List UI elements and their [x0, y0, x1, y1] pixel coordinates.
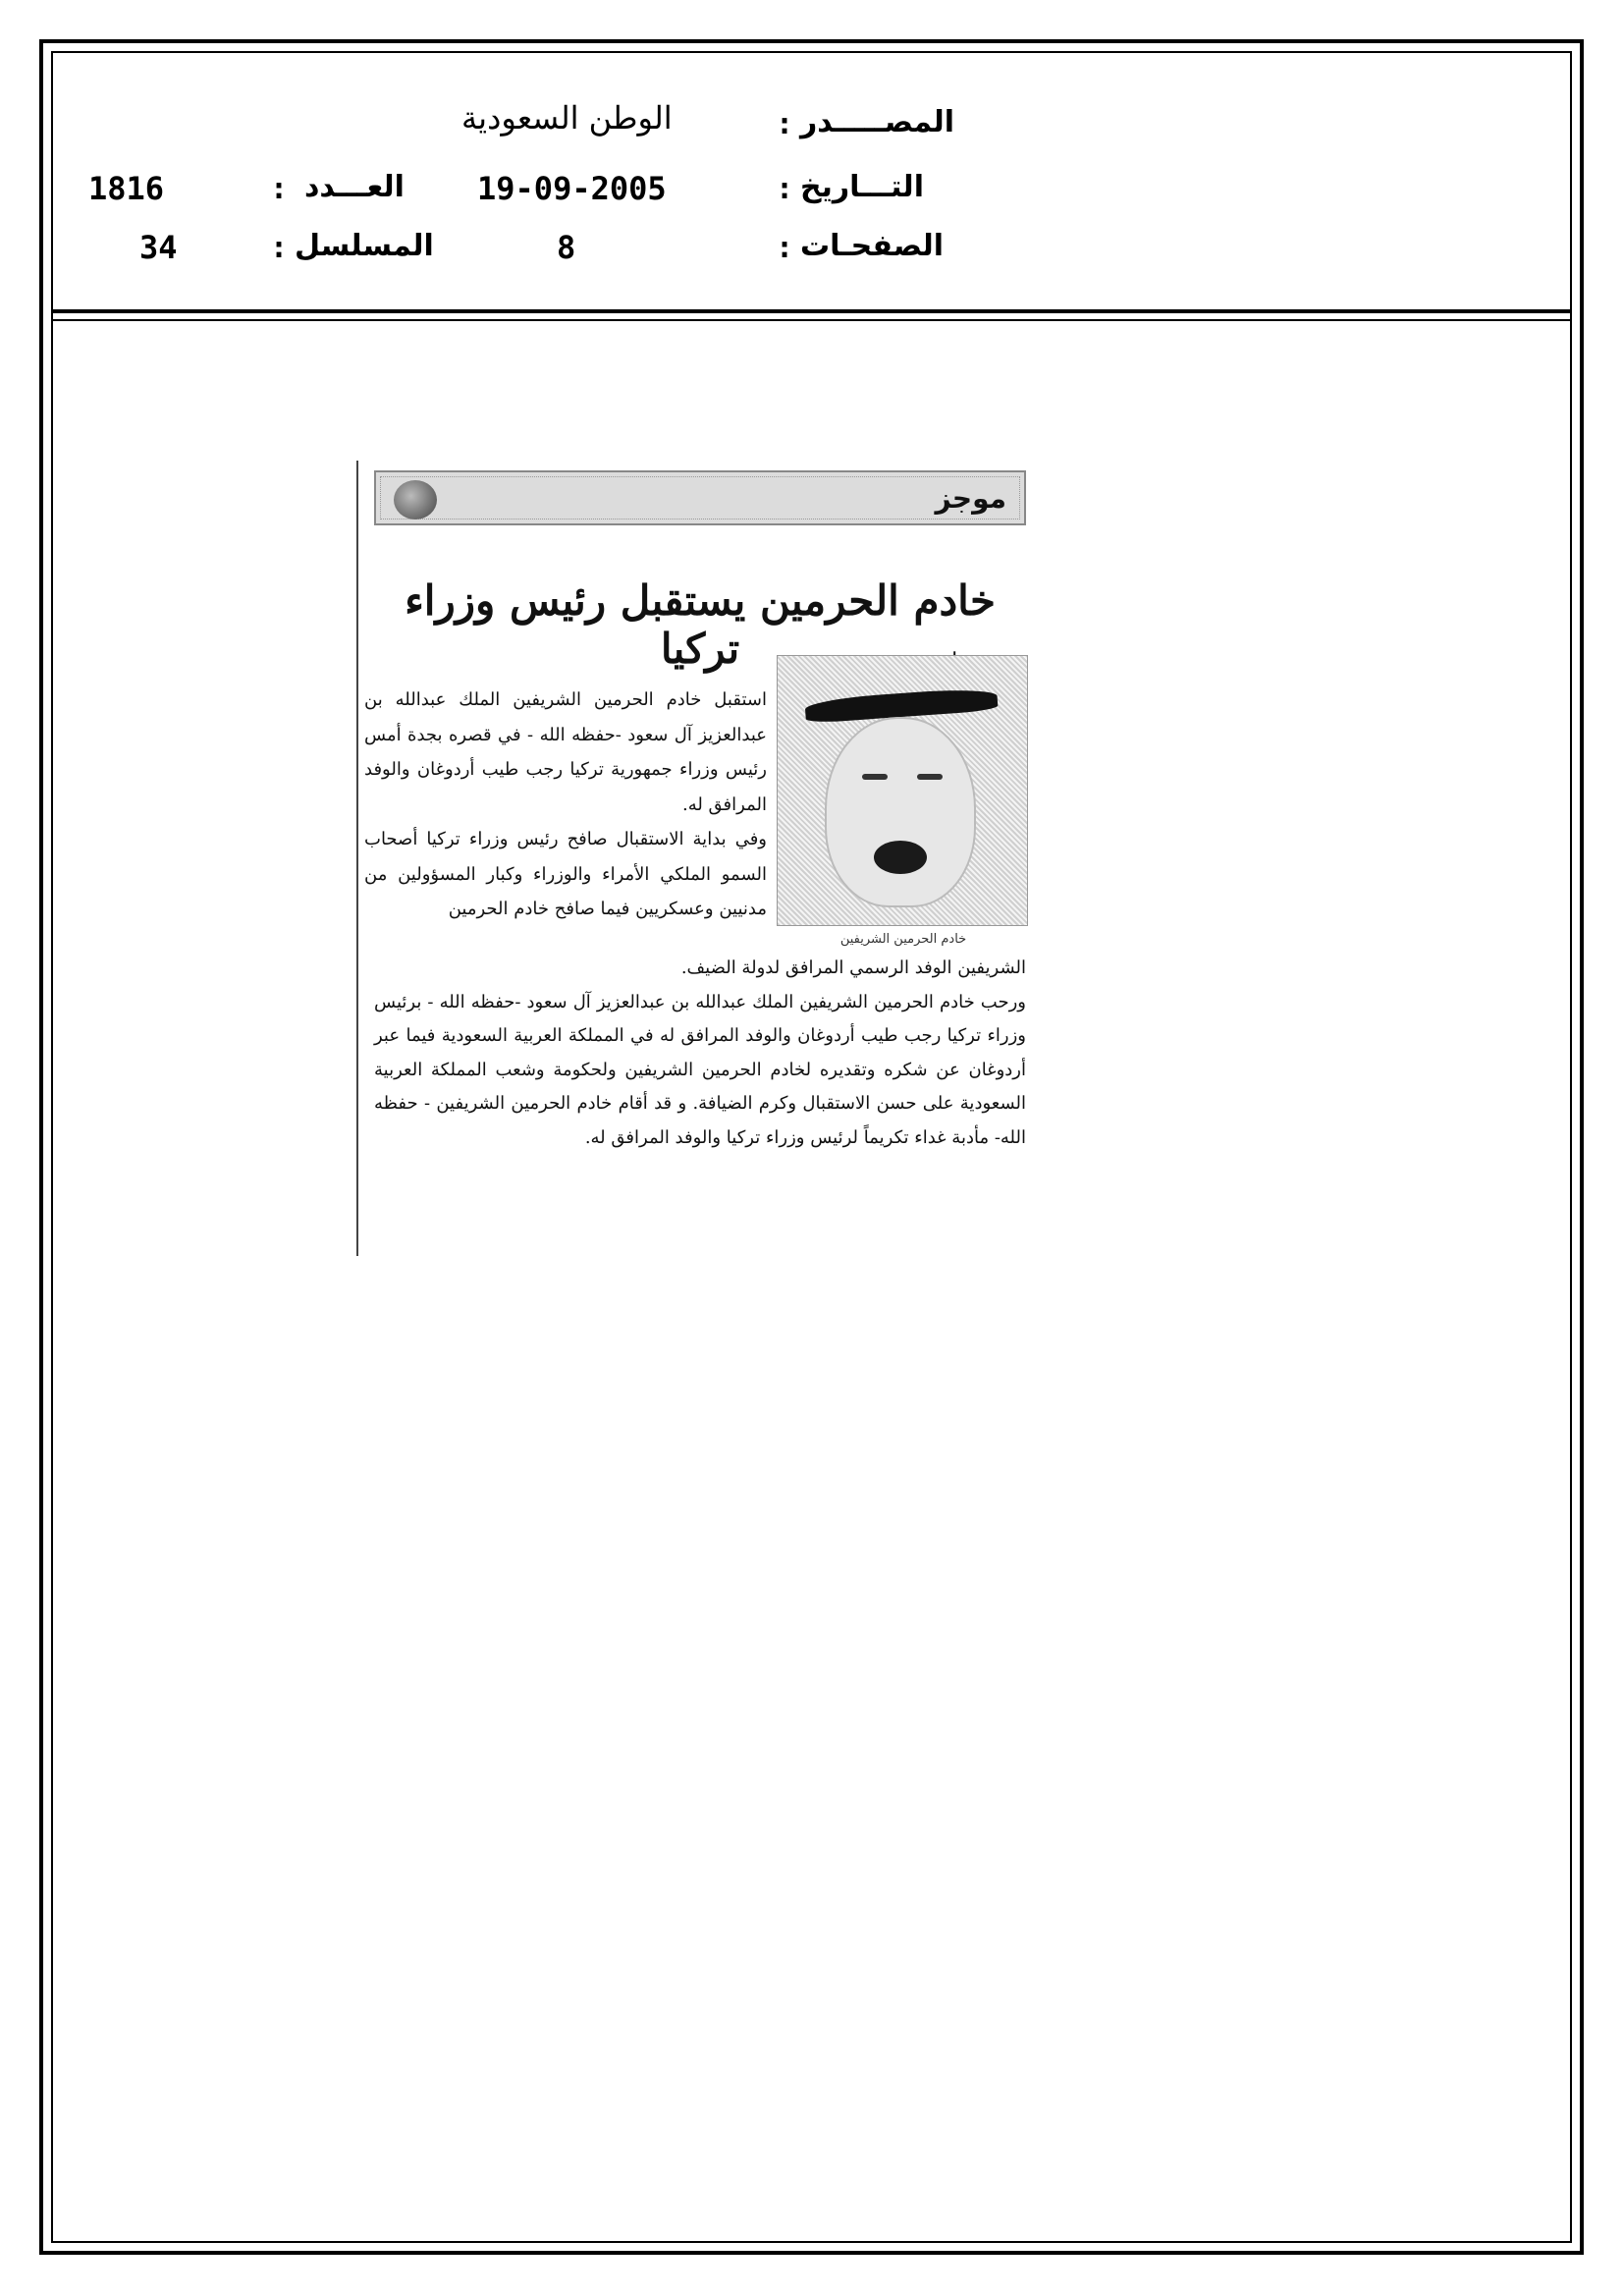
eye-right — [917, 774, 943, 780]
serial-label: المسلسل — [295, 229, 434, 263]
photo-caption: خادم الحرمين الشريفين — [839, 932, 967, 947]
eye-left — [862, 774, 888, 780]
pages-colon: : — [776, 231, 794, 265]
header-divider — [51, 309, 1572, 313]
serial-colon: : — [270, 231, 289, 265]
paragraph: استقبل خادم الحرمين الشريفين الملك عبدالله بن عبدالعزيز آل سعود -حفظه الله - في قصره بجدة أمس رئيس وزراء جمهورية تركيا رجب طيب أردوغان والوفد المرافق له. — [364, 689, 767, 815]
issue-value: 1816 — [88, 170, 165, 207]
paragraph: وفي بداية الاستقبال صافح رئيس وزراء تركيا أصحاب السمو الملكي الأمراء والوزراء وكبار المسؤولين من مدنيين وعسكريين فيما صافح خادم الحرمين — [364, 829, 767, 919]
article-body-full — [374, 952, 1026, 1155]
article-headline: خادم الحرمين يستقبل رئيس وزراء تركيا — [405, 576, 996, 673]
date-value: 19-09-2005 — [477, 170, 667, 207]
section-banner — [374, 470, 1026, 525]
article-body-column — [364, 683, 767, 927]
source-label: المصـــــدر — [800, 105, 955, 139]
mouth-shape — [874, 841, 927, 874]
portrait-photo — [777, 655, 1028, 926]
ornament-icon — [394, 480, 437, 519]
header-divider-thin — [51, 319, 1572, 321]
issue-colon: : — [270, 172, 289, 206]
face-shape — [825, 717, 976, 907]
paragraph: الشريفين الوفد الرسمي المرافق لدولة الضيف. — [680, 957, 1026, 978]
source-value: الوطن السعودية — [461, 99, 673, 137]
pages-label: الصفحـات — [800, 229, 944, 263]
paragraph: ورحب خادم الحرمين الشريفين الملك عبدالله بن عبدالعزيز آل سعود -حفظه الله - برئيس وزراء تركيا رجب طيب أردوغان والوفد المرافق له في المملكة العربية السعودية فيما عبر أردوغان عن شكره وتقديره لخادم الحرمين الشريفين ولحكومة وشعب المملكة العربية السعودية على حسن الاستقبال وكرم الضيافة. و قد أقام خادم الحرمين الشريفين - حفظه الله- مأدبة غداء تكريماً لرئيس وزراء تركيا والوفد المرافق له. — [374, 991, 1026, 1148]
serial-value: 34 — [139, 229, 178, 266]
source-colon: : — [776, 107, 794, 141]
date-colon: : — [776, 172, 794, 206]
pages-value: 8 — [557, 229, 576, 266]
newspaper-clipping — [356, 461, 1038, 1256]
section-kicker: موجز — [935, 482, 1006, 515]
issue-label: العـــدد — [304, 170, 405, 204]
date-label: التـــاريخ — [800, 170, 924, 204]
